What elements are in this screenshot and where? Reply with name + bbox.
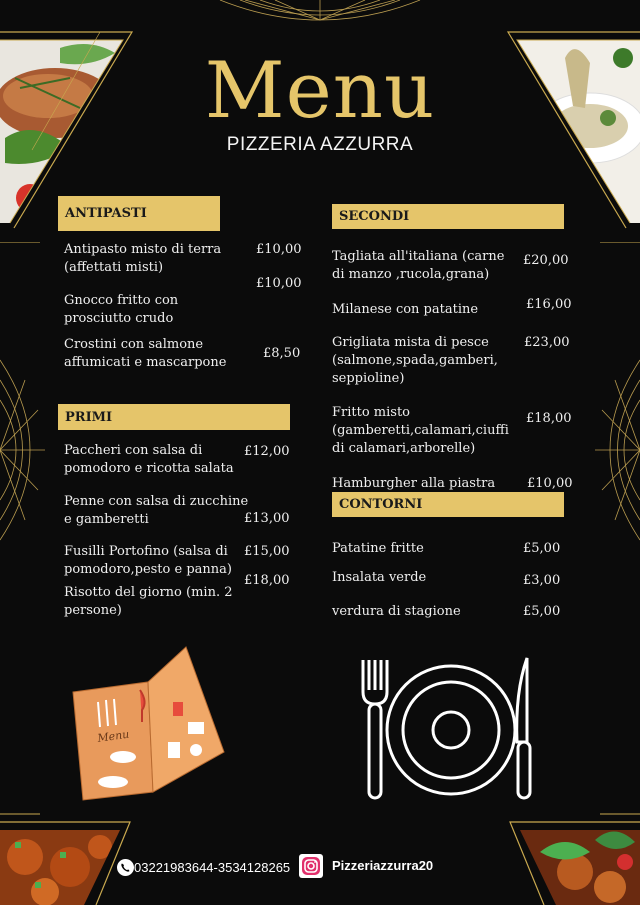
- instagram-handle[interactable]: Pizzeriazzurra20: [332, 858, 434, 873]
- section-heading-contorni: CONTORNI: [332, 492, 564, 517]
- instagram-icon[interactable]: [299, 854, 323, 878]
- menu-item-price: £23,00: [524, 335, 570, 350]
- menu-item-name: Antipasto misto di terra (affettati misti): [64, 242, 222, 275]
- menu-item-name: Risotto del giorno (min. 2 persone): [64, 585, 233, 618]
- fan-decoration-top: [215, 0, 425, 22]
- menu-item-price: £12,00: [244, 444, 290, 459]
- menu-item-name: Patatine fritte: [332, 541, 424, 556]
- fan-decoration-right: [592, 350, 640, 550]
- menu-item-name: verdura di stagione: [332, 604, 461, 619]
- menu-item-name: Tagliata all'italiana (carne di manzo ,rucola,grana): [332, 249, 505, 282]
- section-heading-primi: PRIMI: [58, 404, 290, 430]
- menu-booklet-illustration: [68, 642, 228, 802]
- phone-numbers[interactable]: 03221983644-3534128265: [134, 860, 291, 875]
- menu-item-price: £5,00: [523, 541, 561, 556]
- menu-item-name: Crostini con salmone affumicati e mascarpone: [64, 337, 227, 370]
- menu-item-price: £10,00: [256, 242, 302, 257]
- section-heading-secondi: SECONDI: [332, 204, 564, 229]
- menu-item-price: £3,00: [523, 573, 561, 588]
- food-photo-bottom-right: [495, 812, 640, 905]
- menu-item-price: £20,00: [523, 253, 569, 268]
- fan-decoration-left: [0, 350, 48, 550]
- booklet-menu-word: Menu: [96, 727, 131, 745]
- menu-item-name: Grigliata mista di pesce (salmone,spada,gamberi, seppioline): [332, 335, 498, 386]
- menu-title: Menu: [204, 46, 436, 136]
- menu-item-name: Gnocco fritto con prosciutto crudo: [64, 293, 179, 326]
- section-heading-antipasti: ANTIPASTI: [58, 196, 220, 231]
- menu-item-price: £8,50: [263, 346, 301, 361]
- restaurant-name: PIZZERIA AZZURRA: [226, 134, 414, 155]
- menu-item-name: Fritto misto (gamberetti,calamari,ciuffi di calamari,arborelle): [332, 405, 509, 456]
- menu-item-price: £18,00: [244, 573, 290, 588]
- menu-item-price: £16,00: [526, 297, 572, 312]
- menu-item-price: £10,00: [256, 276, 302, 291]
- menu-item-name: Insalata verde: [332, 570, 427, 585]
- plate-cutlery-icon: [355, 652, 545, 802]
- menu-item-price: £5,00: [523, 604, 561, 619]
- menu-item-price: £15,00: [244, 544, 290, 559]
- phone-icon: [117, 859, 134, 876]
- menu-item-name: Fusilli Portofino (salsa di pomodoro,pesto e panna): [64, 544, 232, 577]
- menu-item-name: Penne con salsa di zucchine e gamberetti: [64, 494, 249, 527]
- menu-item-price: £10,00: [527, 476, 573, 491]
- menu-item-name: Hamburgher alla piastra: [332, 476, 496, 491]
- menu-item-name: Milanese con patatine: [332, 302, 479, 317]
- menu-item-price: £18,00: [526, 411, 572, 426]
- menu-item-name: Paccheri con salsa di pomodoro e ricotta salata: [64, 443, 234, 476]
- menu-item-price: £13,00: [244, 511, 290, 526]
